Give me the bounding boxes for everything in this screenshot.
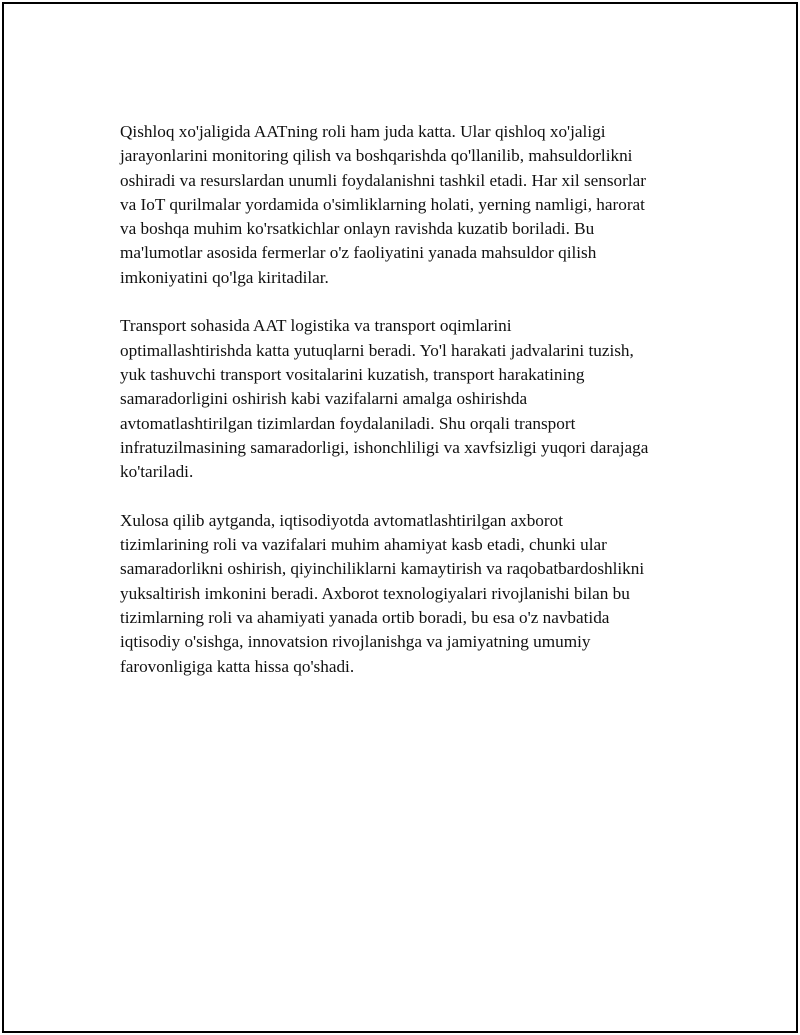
text-line: tizimlarining roli va vazifalari muhim ahamiyat kasb etadi, chunki ular — [120, 535, 607, 555]
text-line: infratuzilmasining samaradorligi, ishonchliligi va xavfsizligi yuqori darajaga — [120, 437, 649, 457]
text-line: va boshqa muhim ko'rsatkichlar onlayn ravishda kuzatib boriladi. Bu — [120, 219, 595, 239]
text-line: samaradorligini oshirish kabi vazifalarni amalga oshirishda — [120, 389, 528, 409]
text-line: yuksaltirish imkonini beradi. Axborot texnologiyalari rivojlanishi bilan bu — [120, 583, 630, 603]
text-line: Transport sohasida AAT logistika va transport oqimlarini — [120, 316, 512, 336]
text-line: optimallashtirishda katta yutuqlarni beradi. Yo'l harakati jadvalarini tuzish, — [120, 340, 634, 360]
document-body — [120, 120, 700, 703]
text-line: oshiradi va resurslardan unumli foydalanishni tashkil etadi. Har xil sensorlar — [120, 170, 646, 190]
page-frame — [2, 2, 798, 1033]
text-line: tizimlarning roli va ahamiyati yanada ortib boradi, bu esa o'z navbatida — [120, 607, 610, 627]
text-line: va IoT qurilmalar yordamida o'simliklarning holati, yerning namligi, harorat — [120, 194, 645, 214]
text-line: imkoniyatini qo'lga kiritadilar. — [120, 267, 329, 287]
text-line: iqtisodiy o'sishga, innovatsion rivojlanishga va jamiyatning umumiy — [120, 632, 591, 652]
text-line: yuk tashuvchi transport vositalarini kuzatish, transport harakatining — [120, 364, 585, 384]
paragraph-transport — [120, 314, 700, 484]
paragraph-conclusion — [120, 509, 700, 679]
text-line: ko'tariladi. — [120, 462, 194, 482]
text-line: Qishloq xo'jaligida AATning roli ham juda katta. Ular qishloq xo'jaligi — [120, 122, 606, 141]
text-line: samaradorlikni oshirish, qiyinchiliklarni kamaytirish va raqobatbardoshlikni — [120, 559, 645, 579]
text-line: ma'lumotlar asosida fermerlar o'z faoliyatini yanada mahsuldor qilish — [120, 243, 597, 263]
text-line: avtomatlashtirilgan tizimlardan foydalaniladi. Shu orqali transport — [120, 413, 576, 433]
text-line: Xulosa qilib aytganda, iqtisodiyotda avtomatlashtirilgan axborot — [120, 510, 563, 530]
text-line: farovonligiga katta hissa qo'shadi. — [120, 656, 355, 676]
paragraph-agriculture — [120, 120, 700, 290]
text-line: jarayonlarini monitoring qilish va boshqarishda qo'llanilib, mahsuldorlikni — [120, 146, 633, 166]
